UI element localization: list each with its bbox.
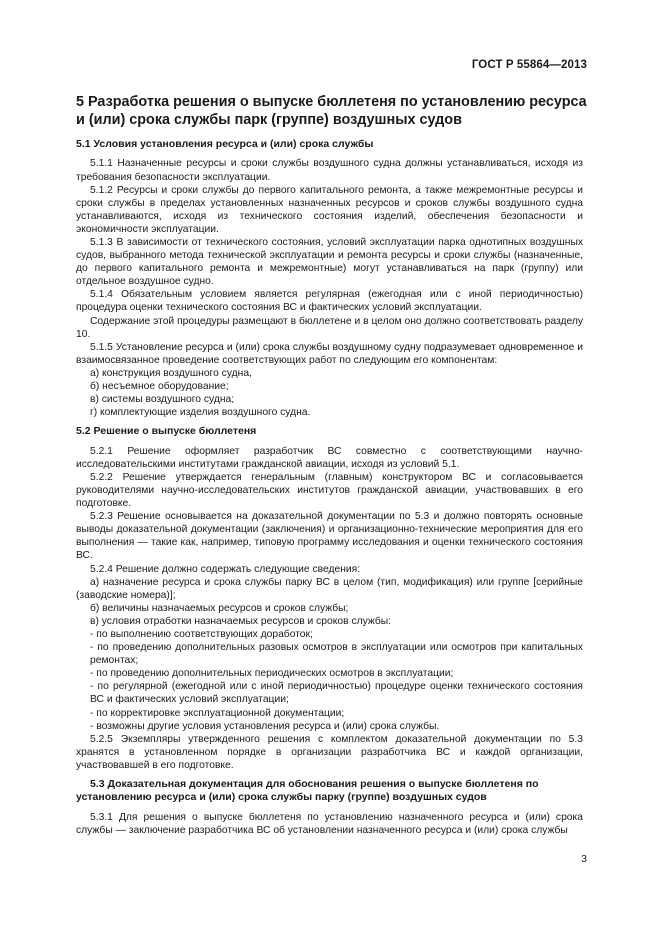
list-item-a: а) назначение ресурса и срока службы парку ВС в целом (тип, модификация) или группе [серийные (заводские номера)]; <box>76 576 583 601</box>
subsection-5-1-title: 5.1 Условия установления ресурса и (или) срока службы <box>76 138 374 150</box>
list-item-b: б) величины назначаемых ресурсов и сроков службы; <box>90 602 349 614</box>
document-body <box>76 138 583 837</box>
dash-item: - по проведению дополнительных периодических осмотров в эксплуатации; <box>90 668 454 680</box>
paragraph-5-2-5: 5.2.5 Экземпляры утвержденного решения с комплектом доказательной документации по 5.3 хранятся в установленном порядке в организации разработчика ВС и каждой организации, участвовавшей в его подготовке. <box>76 733 583 771</box>
list-item: б) несъемное оборудование; <box>90 381 229 392</box>
paragraph-5-1-4-content: Содержание этой процедуры размещают в бюллетене и в целом оно должно соответствовать разделу 10. <box>76 315 583 340</box>
section-title: 5 Разработка решения о выпуске бюллетеня по установлению ресурса и (или) срока службы парк (группе) воздушных судов <box>76 94 587 128</box>
paragraph-5-2-2: 5.2.2 Решение утверждается генеральным (главным) конструктором ВС и согласовывается руководителями научно-исследовательских институтов гражданской авиации, участвовавших в его подготовке. <box>76 471 583 510</box>
paragraph-5-1-2: 5.1.2 Ресурсы и сроки службы до первого капитального ремонта, а также межремонтные ресурсы и сроки службы в пределах установленных назначенных ресурсов и сроков службы воздушного судна устанавливаются, исходя из технического состояния изделий, обеспечения безопасности и экономичности эксплуатации. <box>76 184 583 235</box>
paragraph-5-1-3: 5.1.3 В зависимости от технического состояния, условий эксплуатации парка однотипных воздушных судов, выбранного метода технической эксплуатации и ремонта ресурсы и сроки службы (назначенные, до первого капитального ремонта и межремонтные) могут устанавливаться на парк (группу) или отдельное воздушное судно. <box>76 236 583 288</box>
paragraph-5-2-1: 5.2.1 Решение оформляет разработчик ВС совместно с соответствующими научно-исследовательскими институтами гражданской авиации, исходя из условий 5.1. <box>76 445 583 470</box>
subsection-5-3-title: 5.3 Доказательная документация для обоснования решения о выпуске бюллетеня по установлению ресурса и (или) срока службы парку (группе) воздушных судов <box>76 778 539 804</box>
dash-item: - по выполнению соответствующих доработок; <box>90 629 313 640</box>
paragraph-5-1-5: 5.1.5 Установление ресурса и (или) срока службы воздушному судну подразумевает одновременное и взаимосвязанное проведение соответствующих работ по следующим его компонентам: <box>76 341 583 366</box>
page-number: 3 <box>581 853 587 865</box>
paragraph-5-2-4: 5.2.4 Решение должно содержать следующие сведения: <box>90 563 361 575</box>
list-item: в) системы воздушного судна; <box>90 394 235 406</box>
list-item-c: в) условия отработки назначаемых ресурсов и сроков службы: <box>90 615 392 627</box>
dash-item: - по корректировке эксплуатационной документации; <box>90 707 345 719</box>
dash-item: - по проведению дополнительных разовых осмотров в эксплуатации или осмотров при капитальных ремонтах; <box>90 642 583 667</box>
paragraph-5-2-3: 5.2.3 Решение основывается на доказательной документации по 5.3 и должно повторять основные выводы доказательной документации (заключения) и организационно-технические мероприятия для его выполнения — такие как, например, типовую программу исследования и оценки технического состояния ВС. <box>76 511 583 562</box>
paragraph-5-1-1: 5.1.1 Назначенные ресурсы и сроки службы воздушного судна должны устанавливаться, исходя из требования безопасности эксплуатации. <box>76 158 583 183</box>
list-item: г) комплектующие изделия воздушного судна. <box>90 407 311 419</box>
document-code: ГОСТ Р 55864—2013 <box>471 59 587 71</box>
dash-item: - возможны другие условия установления ресурса и (или) срока службы. <box>90 720 440 732</box>
list-item: а) конструкция воздушного судна, <box>90 367 252 379</box>
paragraph-5-1-4: 5.1.4 Обязательным условием является регулярная (ежегодная или с иной периодичностью) процедура оценки технического состояния ВС и фактических условий эксплуатации. <box>76 289 583 314</box>
paragraph-5-3-1: 5.3.1 Для решения о выпуске бюллетеня по установлению назначенного ресурса и (или) срока службы — заключение разработчика ВС об установлении назначенного ресурса и (или) срока службы <box>76 811 583 836</box>
subsection-5-2-title: 5.2 Решение о выпуске бюллетеня <box>76 425 257 438</box>
dash-item: - по регулярной (ежегодной или с иной периодичностью) процедуре оценки технического состояния ВС и фактических условий эксплуатации; <box>90 681 583 706</box>
